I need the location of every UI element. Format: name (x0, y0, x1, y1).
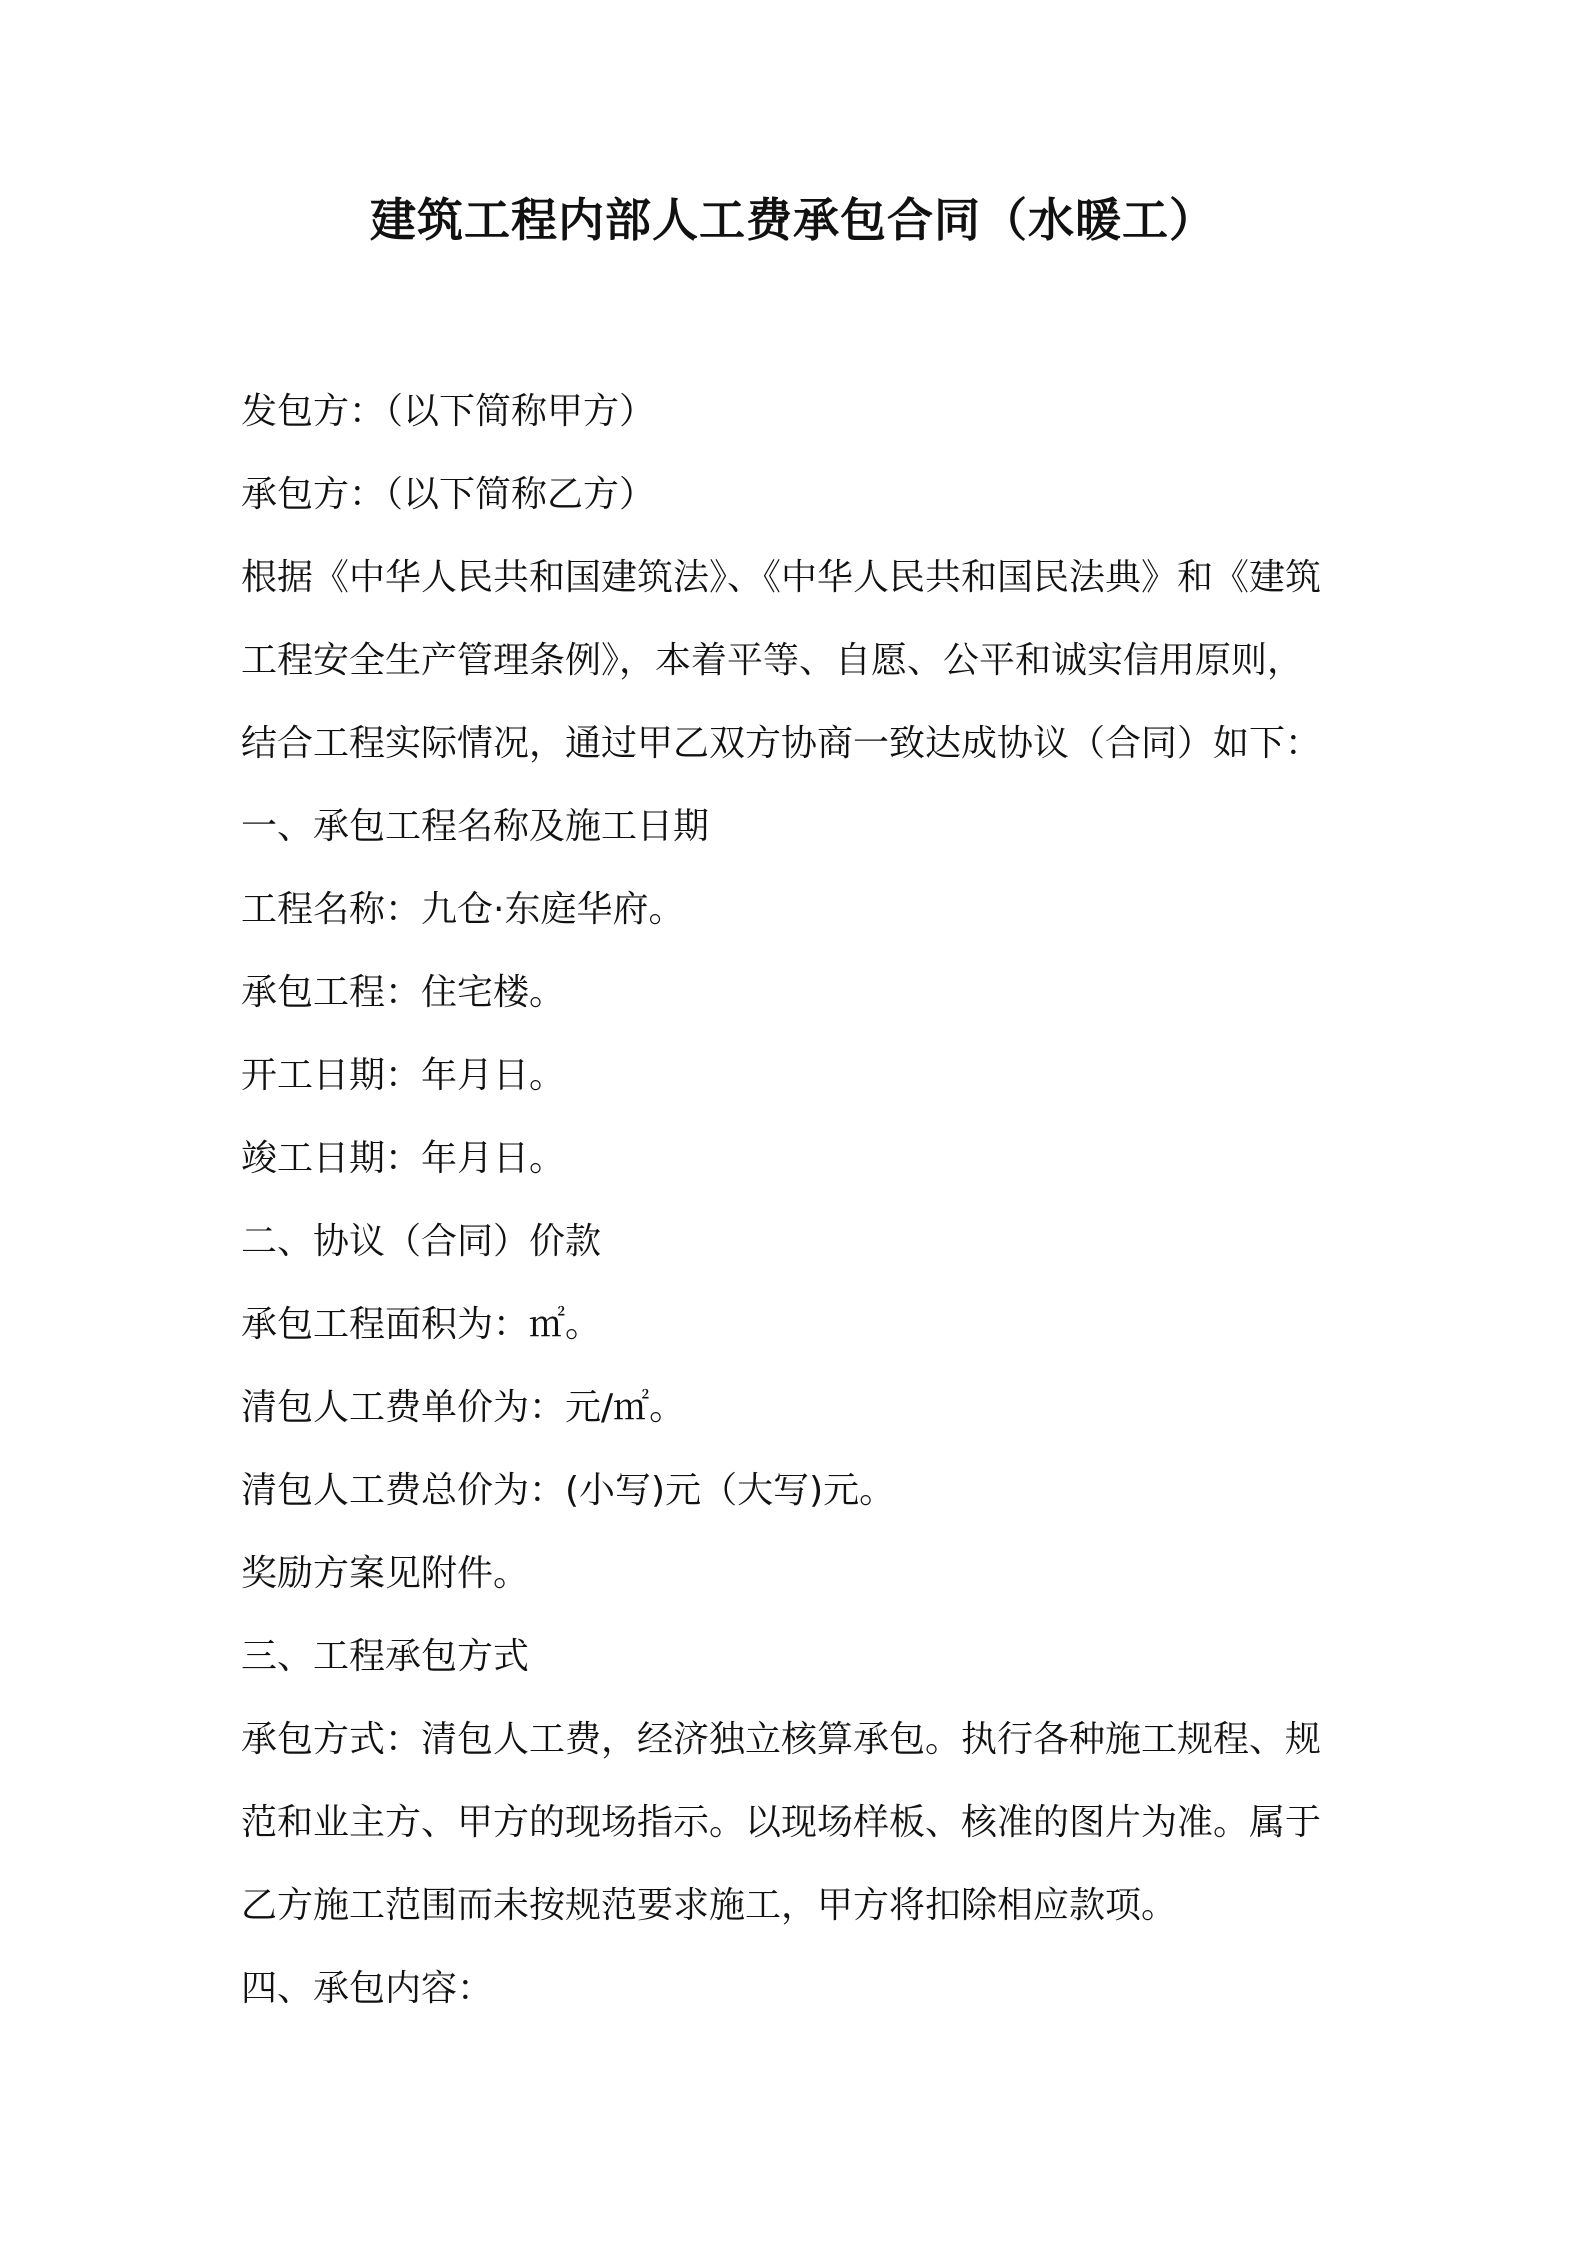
method-line-3: 乙方施工范围而未按规范要求施工，甲方将扣除相应款项。 (241, 1885, 1178, 1926)
method-line-2: 范和业主方、甲方的现场指示。以现场样板、核准的图片为准。属于 (241, 1802, 1322, 1843)
party-a-line: 发包方：（以下简称甲方） (241, 391, 656, 432)
bonus-line: 奖励方案见附件。 (241, 1553, 530, 1594)
total-price-line: 清包人工费总价为：(小写)元（大写)元。 (241, 1470, 896, 1511)
section-2-heading: 二、协议（合同）价款 (241, 1221, 602, 1262)
section-1-heading: 一、承包工程名称及施工日期 (241, 806, 710, 847)
section-4-heading: 四、承包内容： (241, 1968, 494, 2009)
unit-price-line: 清包人工费单价为：元/㎡。 (241, 1387, 686, 1428)
start-date-line: 开工日期：年月日。 (241, 1055, 566, 1096)
project-name-line: 工程名称：九仓·东庭华府。 (241, 889, 685, 930)
method-line-1: 承包方式：清包人工费，经济独立核算承包。执行各种施工规程、规 (241, 1719, 1322, 1760)
document-title: 建筑工程内部人工费承包合同（水暖工） (370, 193, 1216, 247)
party-b-line: 承包方：（以下简称乙方） (241, 474, 656, 515)
section-3-heading: 三、工程承包方式 (241, 1636, 530, 1677)
document-body (241, 370, 1361, 2030)
preamble-line-1: 根据《中华人民共和国建筑法》、《中华人民共和国民法典》和《建筑 (241, 557, 1322, 598)
area-line: 承包工程面积为：㎡。 (241, 1304, 602, 1345)
preamble-line-2: 工程安全生产管理条例》，本着平等、自愿、公平和诚实信用原则， (241, 640, 1304, 681)
preamble-line-3: 结合工程实际情况，通过甲乙双方协商一致达成协议（合同）如下： (241, 723, 1322, 764)
contract-project-line: 承包工程：住宅楼。 (241, 972, 566, 1013)
completion-date-line: 竣工日期：年月日。 (241, 1138, 566, 1179)
